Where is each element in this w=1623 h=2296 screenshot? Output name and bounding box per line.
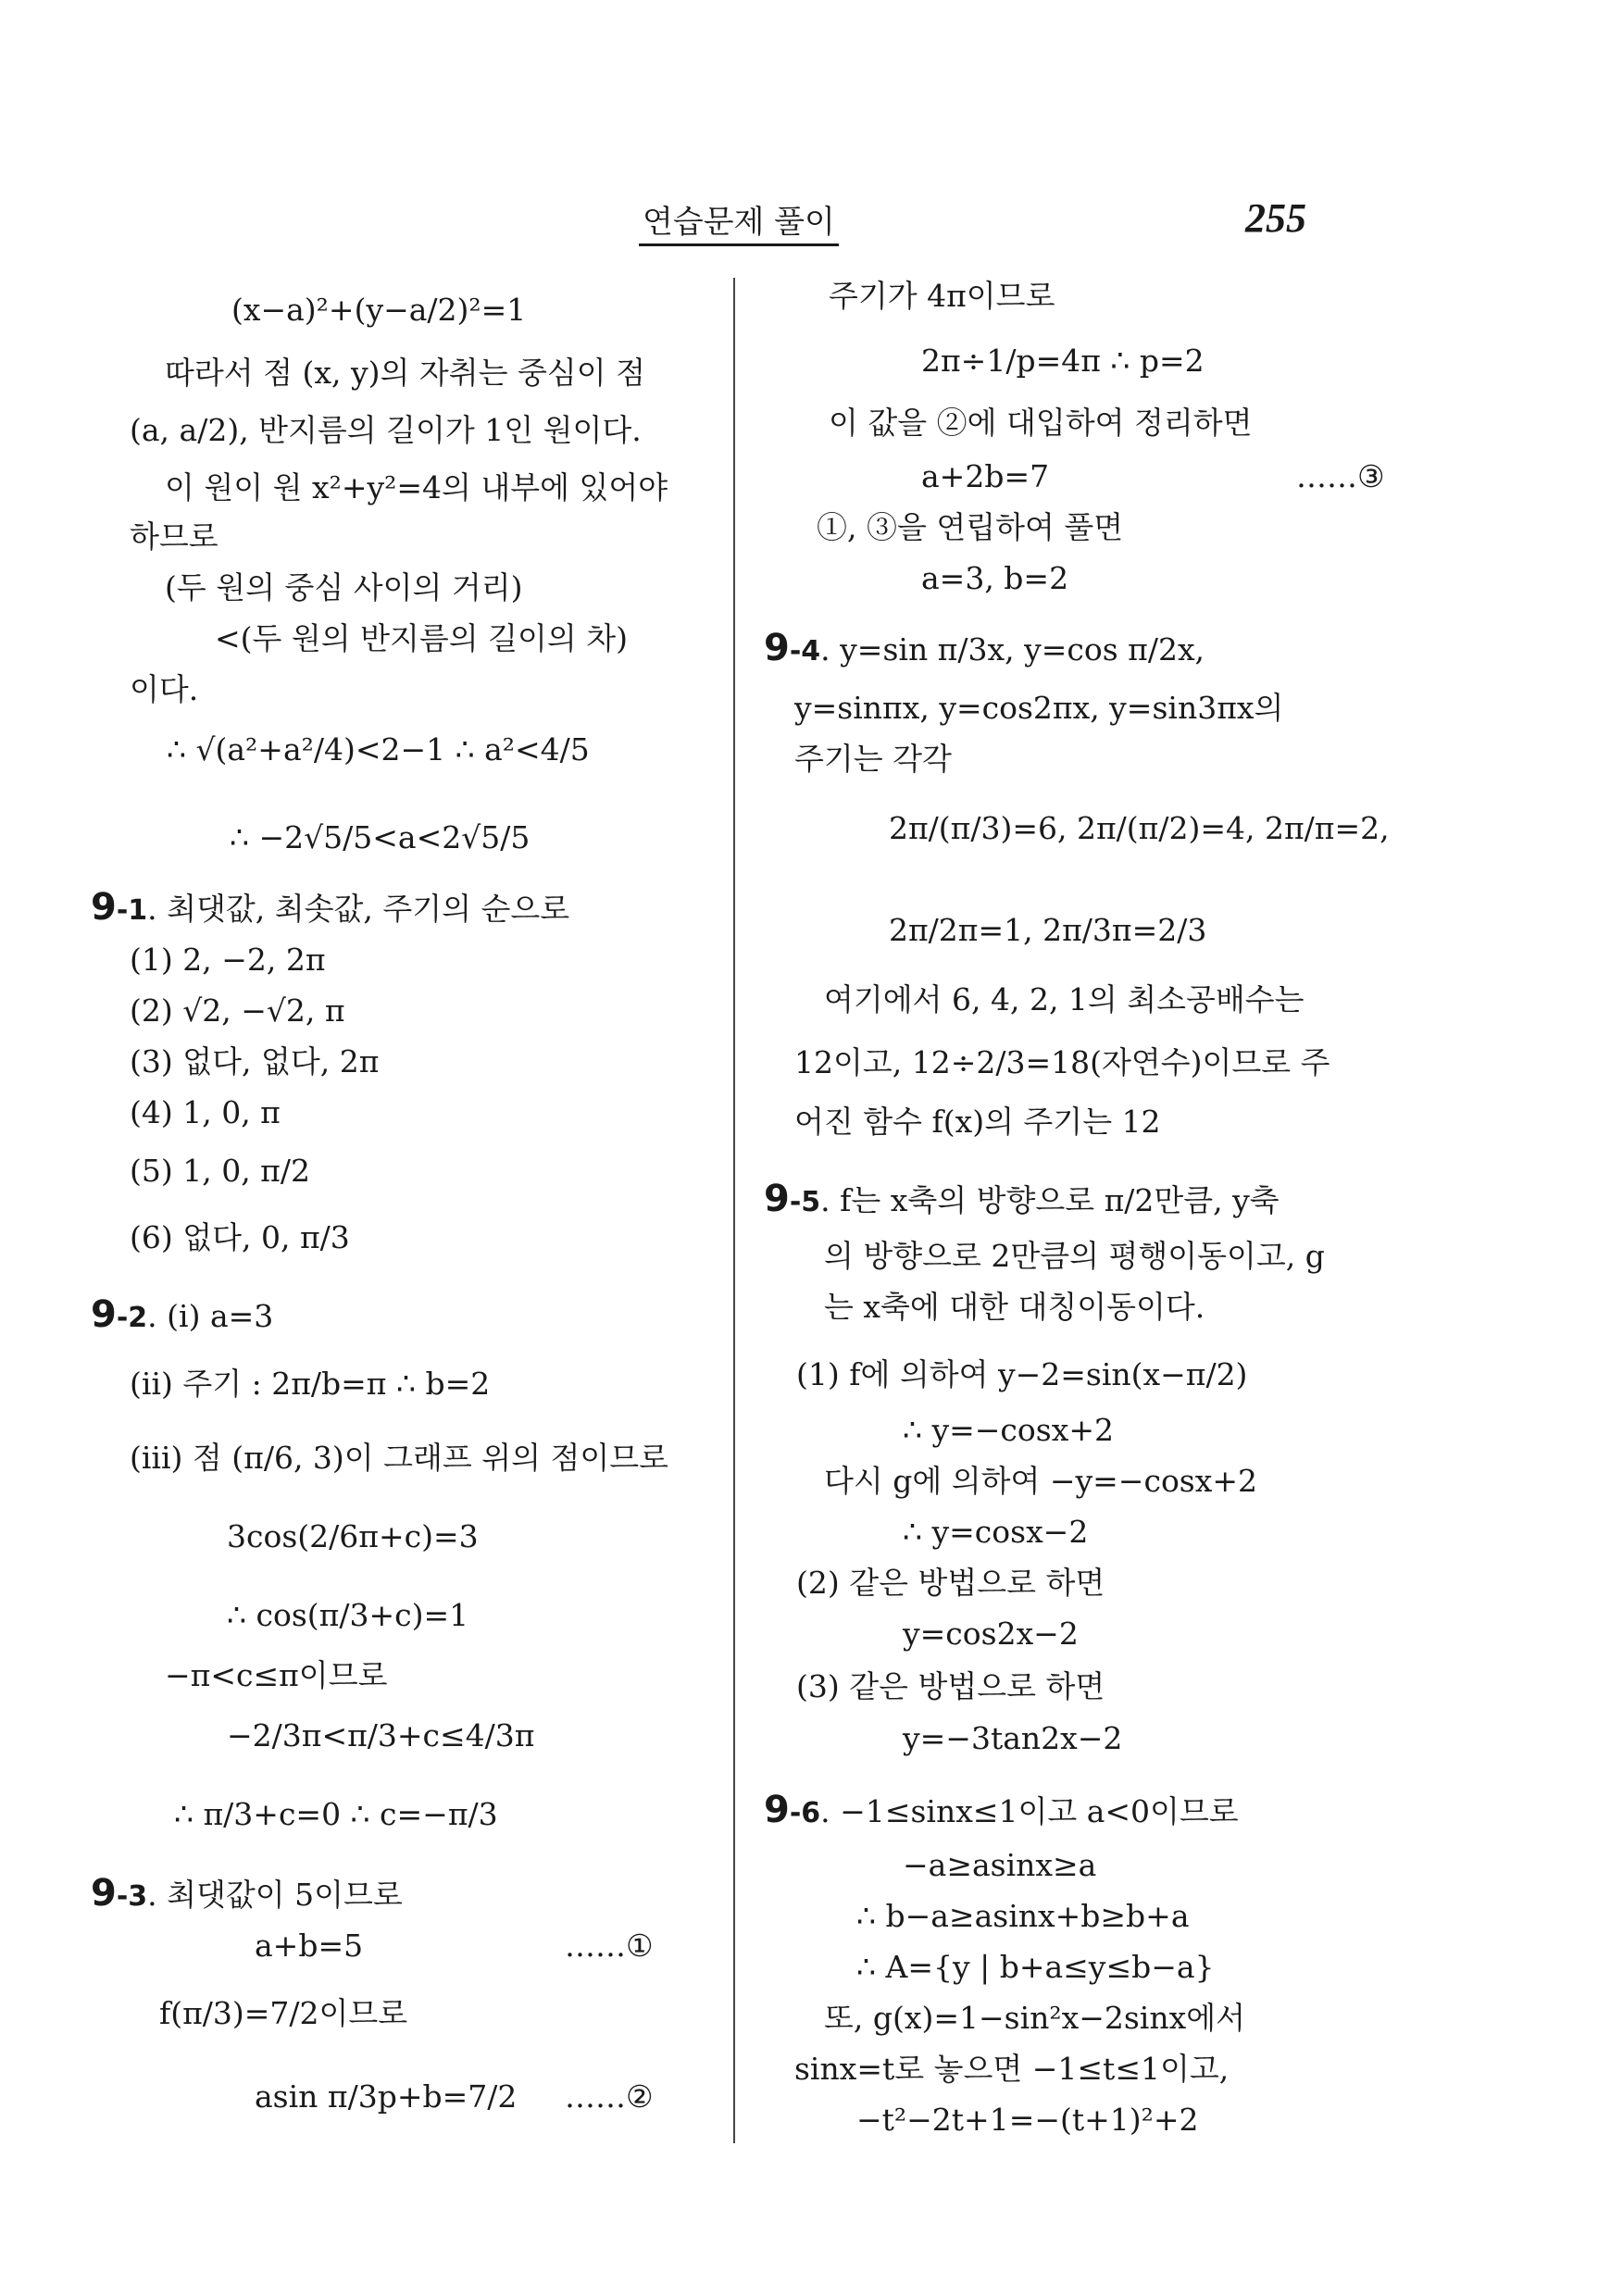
problem-number: 9-1 xyxy=(91,886,148,929)
problem-intro: 최댓값, 최솟값, 주기의 순으로 xyxy=(167,891,570,927)
problem-number: 9-6 xyxy=(764,1789,821,1831)
problem-intro: f는 x축의 방향으로 π/2만큼, y축 xyxy=(840,1182,1280,1218)
text-line: (ⅱ) 주기 : 2π/b=π ∴ b=2 xyxy=(130,1366,491,1402)
problem-number: 9-4 xyxy=(764,627,821,669)
text-line: −a≥asinx≥a xyxy=(903,1847,1097,1883)
text-line: f(π/3)=7/2이므로 xyxy=(159,1995,408,2031)
text-line: (x−a)²+(y−a/2)²=1 xyxy=(231,292,527,328)
text-line: ∴ √(a²+a²/4)<2−1 ∴ a²<4/5 xyxy=(167,731,590,767)
text-line: 어진 함수 f(x)의 주기는 12 xyxy=(794,1104,1161,1140)
text-line: 는 x축에 대한 대칭이동이다. xyxy=(824,1289,1205,1325)
text-line: ∴ −2√5/5<a<2√5/5 xyxy=(230,819,531,855)
text-line: y=sinπx, y=cos2πx, y=sin3πx의 xyxy=(794,690,1284,726)
problem-heading: 9-6. −1≤sinx≤1이고 a<0이므로 xyxy=(764,1789,1239,1831)
text-line: 따라서 점 (x, y)의 자취는 중심이 점 xyxy=(165,355,645,391)
text-line: 2π/(π/3)=6, 2π/(π/2)=4, 2π/π=2, xyxy=(889,810,1390,846)
text-line: −t²−2t+1=−(t+1)²+2 xyxy=(856,2102,1199,2138)
text-line: (두 원의 중심 사이의 거리) xyxy=(165,569,523,605)
text-line: y=−3tan2x−2 xyxy=(903,1720,1123,1756)
problem-number: 9-5 xyxy=(764,1178,821,1220)
text-line: y=cos2x−2 xyxy=(903,1616,1079,1652)
equation-tag: ……② xyxy=(565,2078,654,2115)
text-line: 주기는 각각 xyxy=(794,741,952,777)
text-line: 의 방향으로 2만큼의 평행이동이고, g xyxy=(824,1238,1325,1274)
text-line: asin π/3p+b=7/2 ……② xyxy=(255,2078,654,2115)
text-line: 12이고, 12÷2/3=18(자연수)이므로 주 xyxy=(794,1044,1330,1080)
text-line: 이 값을 ②에 대입하여 정리하면 xyxy=(829,405,1253,441)
text-line: 주기가 4π이므로 xyxy=(829,278,1055,314)
text-line: −π<c≤π이므로 xyxy=(165,1657,388,1693)
column-divider xyxy=(733,278,735,2143)
problem-intro: y=sin π/3x, y=cos π/2x, xyxy=(840,631,1205,668)
text-line: 또, g(x)=1−sin²x−2sinx에서 xyxy=(824,2000,1245,2036)
text-line: (2) 같은 방법으로 하면 xyxy=(796,1565,1105,1601)
text-line: ∴ y=−cosx+2 xyxy=(903,1412,1114,1448)
equation-tag: ……① xyxy=(565,1928,654,1964)
text-line: (3) 없다, 없다, 2π xyxy=(130,1043,380,1079)
problem-heading: 9-4. y=sin π/3x, y=cos π/2x, xyxy=(764,627,1205,669)
problem-number: 9-3 xyxy=(91,1872,148,1915)
text-line: sinx=t로 놓으면 −1≤t≤1이고, xyxy=(794,2051,1230,2087)
section-title: 연습문제 풀이 xyxy=(639,196,839,246)
text-line: ①, ③을 연립하여 풀면 xyxy=(817,509,1124,545)
text-line: ∴ cos(π/3+c)=1 xyxy=(227,1597,469,1633)
text-line: ∴ y=cosx−2 xyxy=(903,1514,1089,1550)
text-line: a=3, b=2 xyxy=(921,560,1069,596)
problem-intro: 최댓값이 5이므로 xyxy=(167,1877,403,1913)
text-line: ∴ b−a≥asinx+b≥b+a xyxy=(856,1898,1190,1934)
text-line: (2) √2, −√2, π xyxy=(130,992,345,1029)
text-line: (ⅲ) 점 (π/6, 3)이 그래프 위의 점이므로 xyxy=(130,1440,669,1476)
text-line: 2π/2π=1, 2π/3π=2/3 xyxy=(889,912,1207,948)
text-line: (3) 같은 방법으로 하면 xyxy=(796,1668,1105,1704)
text-line: 하므로 xyxy=(130,518,218,555)
page-number: 255 xyxy=(1245,195,1306,241)
text-line: (6) 없다, 0, π/3 xyxy=(130,1219,350,1255)
text-line: ∴ A={y | b+a≤y≤b−a} xyxy=(856,1949,1215,1985)
problem-intro: (ⅰ) a=3 xyxy=(167,1298,274,1334)
equation-tag: ……③ xyxy=(1296,458,1385,494)
text-line: ∴ π/3+c=0 ∴ c=−π/3 xyxy=(174,1796,498,1832)
text-line: (a, a/2), 반지름의 길이가 1인 원이다. xyxy=(130,412,642,448)
problem-intro: −1≤sinx≤1이고 a<0이므로 xyxy=(840,1793,1239,1829)
problem-heading: 9-5. f는 x축의 방향으로 π/2만큼, y축 xyxy=(764,1178,1280,1220)
problem-heading: 9-3. 최댓값이 5이므로 xyxy=(91,1872,403,1915)
text-line: 3cos(2/6π+c)=3 xyxy=(227,1518,479,1554)
text-line: 이다. xyxy=(130,671,199,707)
text-line: −2/3π<π/3+c≤4/3π xyxy=(227,1717,535,1753)
text-line: 2π÷1/p=4π ∴ p=2 xyxy=(921,343,1205,379)
text-line: (5) 1, 0, π/2 xyxy=(130,1153,310,1189)
text-line: 다시 g에 의하여 −y=−cosx+2 xyxy=(824,1463,1257,1499)
text-line: <(두 원의 반지름의 길이의 차) xyxy=(215,620,629,656)
text-line: (1) 2, −2, 2π xyxy=(130,942,326,978)
problem-number: 9-2 xyxy=(91,1293,148,1336)
problem-heading: 9-1. 최댓값, 최솟값, 주기의 순으로 xyxy=(91,886,570,929)
text-line: 이 원이 원 x²+y²=4의 내부에 있어야 xyxy=(165,469,668,505)
text-line: a+b=5 ……① xyxy=(255,1928,654,1964)
text-line: 여기에서 6, 4, 2, 1의 최소공배수는 xyxy=(824,981,1305,1017)
text-line: a+2b=7 ……③ xyxy=(921,458,1385,494)
text-line: (1) f에 의하여 y−2=sin(x−π/2) xyxy=(796,1356,1248,1392)
text-line: (4) 1, 0, π xyxy=(130,1094,281,1130)
problem-heading: 9-2. (ⅰ) a=3 xyxy=(91,1293,274,1336)
